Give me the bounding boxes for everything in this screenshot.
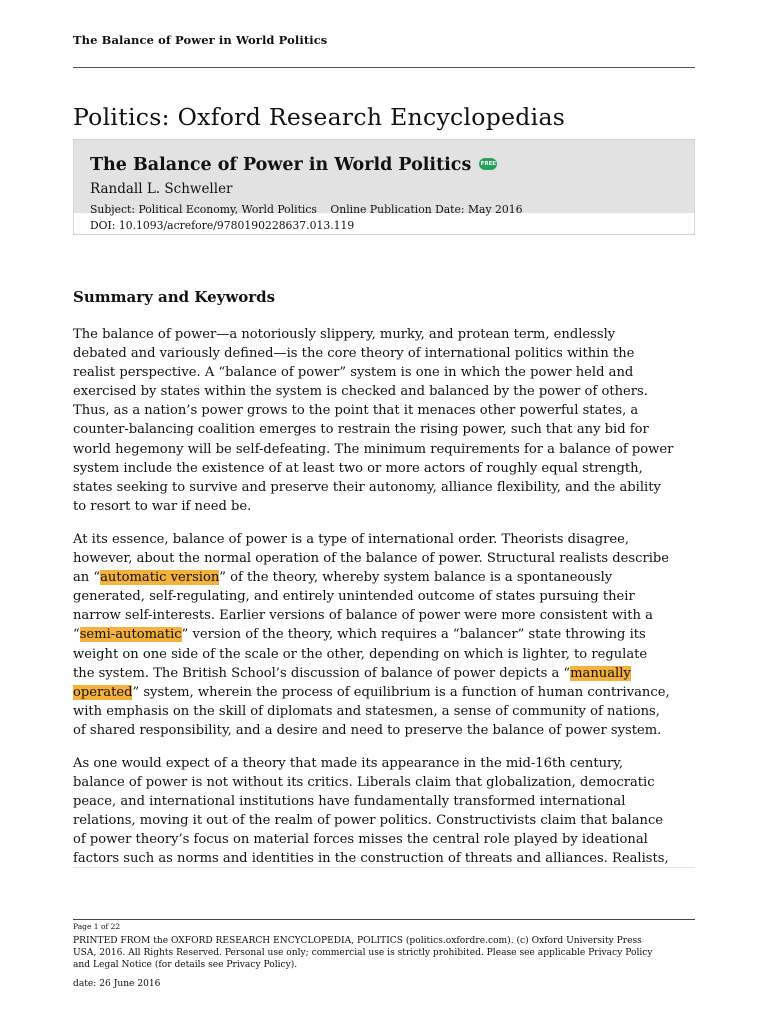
- highlighted-term[interactable]: manually: [570, 665, 631, 681]
- summary-paragraph: [73, 754, 695, 869]
- text-line: Thus, as a nation’s power grows to the point that it menaces other powerful states, a: [73, 403, 639, 419]
- text-line: [73, 683, 695, 702]
- text-line: [73, 625, 695, 644]
- text-line: debated and variously defined—is the core theory of international politics within the: [73, 346, 635, 362]
- printed-notice: [73, 936, 695, 972]
- header-rule: [73, 67, 695, 68]
- text-line: with emphasis on the skill of diplomats and statesmen, a sense of community of nations,: [73, 703, 660, 719]
- text-line: factors such as norms and identities in the construction of threats and alliances. Realists,: [73, 851, 669, 867]
- text-line: As one would expect of a theory that made its appearance in the mid-16th century,: [73, 756, 624, 771]
- text-line: At its essence, balance of power is a type of international order. Theorists disagree,: [73, 532, 630, 547]
- subject-value: Political Economy, World Politics: [138, 203, 317, 216]
- doi-value[interactable]: 10.1093/acrefore/9780190228637.013.119: [118, 219, 355, 232]
- text-line: of power theory’s focus on material forces misses the central role played by ideational: [73, 832, 648, 848]
- text-line: [73, 664, 695, 683]
- text-line: exercised by states within the system is checked and balanced by the power of others.: [73, 384, 648, 400]
- text-line: peace, and international institutions have fundamentally transformed international: [73, 794, 626, 810]
- text-segment: ” system, wherein the process of equilibrium is a function of human contrivance,: [132, 684, 670, 700]
- text-line: however, about the normal operation of the balance of power. Structural realists describe: [73, 551, 670, 567]
- text-line: [73, 568, 695, 587]
- pub-date-label: Online Publication Date:: [330, 203, 465, 216]
- text-line: of shared responsibility, and a desire and need to preserve the balance of power system.: [73, 722, 662, 738]
- text-segment: “: [73, 627, 80, 643]
- text-line: narrow self-interests. Earlier versions of balance of power were more consistent with a: [73, 608, 653, 624]
- text-segment: ” version of the theory, which requires a “balancer” state throwing its: [181, 627, 646, 643]
- subject-line: [90, 203, 523, 216]
- text-line: relations, moving it out of the realm of power politics. Constructivists claim that balance: [73, 813, 664, 829]
- text-segment: an “: [73, 570, 101, 586]
- highlighted-term[interactable]: semi-automatic: [79, 627, 182, 643]
- printed-notice-line: and Legal Notice (for details see Privacy Policy).: [73, 959, 298, 970]
- printed-notice-line: USA, 2016. All Rights Reserved. Personal use only; commercial use is strictly prohibited. Please see applicable Privacy Policy: [73, 947, 653, 958]
- text-segment: ” of the theory, whereby system balance is a spontaneously: [219, 570, 613, 586]
- article-title-text: The Balance of Power in World Politics: [90, 155, 472, 175]
- pub-date-value: May 2016: [467, 203, 523, 216]
- doi-line: [90, 219, 354, 232]
- page-number: Page 1 of 22: [73, 922, 121, 931]
- summary-paragraph: [73, 325, 695, 516]
- series-title: Politics: Oxford Research Encyclopedias: [73, 103, 566, 131]
- section-heading: Summary and Keywords: [73, 288, 276, 306]
- summary-paragraph: [73, 530, 695, 740]
- text-line: world hegemony will be self-defeating. The minimum requirements for a balance of power: [73, 441, 674, 457]
- printed-notice-line: PRINTED FROM the OXFORD RESEARCH ENCYCLOPEDIA, POLITICS (politics.oxfordre.com). (c) Oxford University Press: [73, 936, 642, 946]
- article-title: [90, 155, 497, 175]
- text-line: The balance of power—a notoriously slippery, murky, and protean term, endlessly: [73, 327, 616, 342]
- print-date: date: 26 June 2016: [73, 979, 161, 989]
- text-line: states seeking to survive and preserve their autonomy, alliance flexibility, and the ability: [73, 479, 661, 495]
- running-header: The Balance of Power in World Politics: [73, 33, 328, 47]
- author-name: Randall L. Schweller: [90, 181, 233, 197]
- free-badge-icon: FREE: [479, 158, 497, 170]
- text-line: generated, self-regulating, and entirely unintended outcome of states pursuing their: [73, 589, 635, 605]
- text-segment: the system. The British School’s discussion of balance of power depicts a “: [73, 665, 571, 681]
- text-line: balance of power is not without its critics. Liberals claim that globalization, democratic: [73, 775, 655, 791]
- text-line: system include the existence of at least two or more actors of roughly equal strength,: [73, 460, 643, 476]
- text-line: weight on one side of the scale or the other, depending on which is lighter, to regulate: [73, 646, 648, 662]
- doi-label: DOI:: [90, 219, 116, 232]
- highlighted-term[interactable]: automatic version: [100, 570, 220, 586]
- article-info-box: [73, 139, 695, 235]
- text-line: counter-balancing coalition emerges to restrain the rising power, such that any bid for: [73, 422, 649, 438]
- highlighted-term[interactable]: operated: [73, 684, 133, 700]
- text-line: to resort to war if need be.: [73, 498, 252, 514]
- subject-label: Subject:: [90, 203, 136, 216]
- body-divider: [73, 867, 695, 868]
- text-line: realist perspective. A “balance of power” system is one in which the power held and: [73, 365, 634, 381]
- footer-rule: [73, 919, 695, 920]
